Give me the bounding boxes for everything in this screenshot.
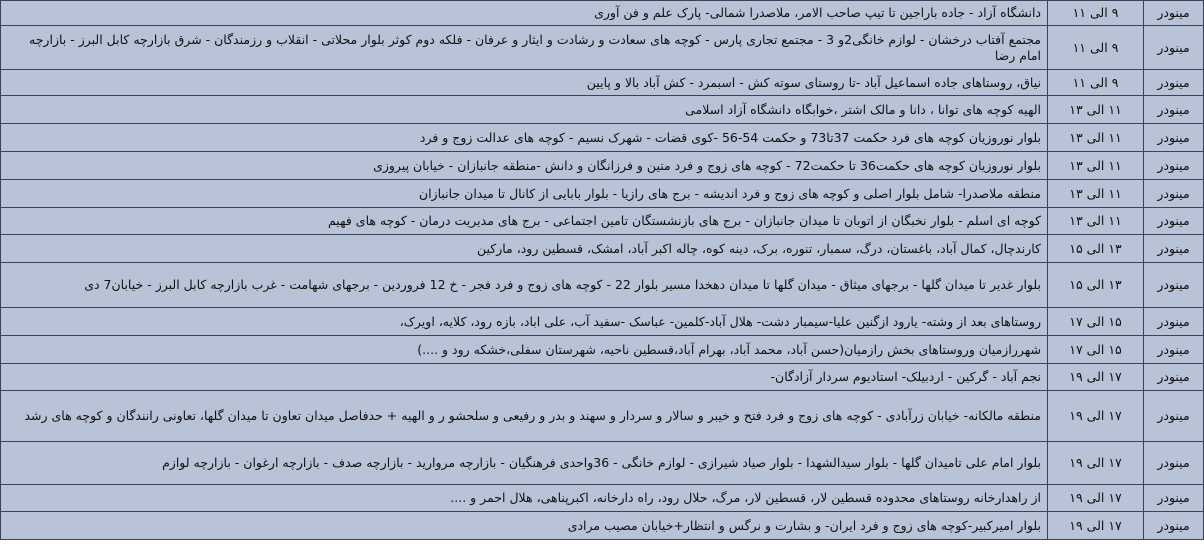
- table-row: [1, 263, 1204, 308]
- table-row: [1, 442, 1204, 485]
- time-cell: ۱۷ الی ۱۹: [1048, 364, 1144, 391]
- time-cell: ۹ الی ۱۱: [1048, 70, 1144, 96]
- area-cell: منطقه ملاصدرا- شامل بلوار اصلی و کوچه های زوج و فرد اندیشه - برج های رازیا - بلوار بابایی از کانال تا میدان جانبازان: [1, 180, 1048, 208]
- time-cell: ۱۷ الی ۱۹: [1048, 391, 1144, 442]
- table-row: [1, 1, 1204, 26]
- table-row: [1, 391, 1204, 442]
- time-cell: ۱۱ الی ۱۳: [1048, 152, 1144, 180]
- table-row: [1, 152, 1204, 180]
- area-cell: بلوار نوروزیان کوچه های حکمت36 تا حکمت72 - کوچه های زوج و فرد متین و فرزانگان و دانش -منطقه جانبازان - خیابان پیروزی: [1, 152, 1048, 180]
- area-cell: نیاق، روستاهای جاده اسماعیل آباد -تا روستای سوته کش - اسبمرد - کش آباد بالا و پایین: [1, 70, 1048, 96]
- region-cell: مینودر: [1144, 96, 1204, 124]
- area-cell: بلوار غدیر تا میدان گلها - برجهای میثاق - میدان گلها تا میدان دهخدا مسیر بلوار 22 - کوچه های زوج و فرد فجر - خ 12 فروردین - برجهای شهامت - غرب بازارچه کابل البرز - خیابان7 دی: [1, 263, 1048, 308]
- region-cell: مینودر: [1144, 336, 1204, 364]
- area-cell: بلوار امیرکبیر-کوچه های زوج و فرد ایران- و بشارت و نرگس و انتظار+خیابان مصیب مرادی: [1, 512, 1048, 540]
- area-cell: الهیه کوچه های توانا ، دانا و مالک اشتر ،خوابگاه دانشگاه آزاد اسلامی: [1, 96, 1048, 124]
- time-cell: ۱۷ الی ۱۹: [1048, 442, 1144, 485]
- time-cell: ۹ الی ۱۱: [1048, 26, 1144, 70]
- table-row: [1, 124, 1204, 152]
- region-cell: مینودر: [1144, 308, 1204, 336]
- table-row: [1, 308, 1204, 336]
- area-cell: از راهدارخانه روستاهای محدوده قسطین لار، قسطین لار، مرگ، حلال رود، راه دارخانه، اکبرپناهی، هلال احمر و ....: [1, 485, 1048, 512]
- region-cell: مینودر: [1144, 152, 1204, 180]
- time-cell: ۱۳ الی ۱۵: [1048, 235, 1144, 263]
- region-cell: مینودر: [1144, 70, 1204, 96]
- region-cell: مینودر: [1144, 364, 1204, 391]
- table-row: [1, 336, 1204, 364]
- area-cell: کارندچال، کمال آباد، باغستان، درگ، سمبار، تنوره، برک، دینه کوه، چاله اکبر آباد، امشک، قسطین رود، مارکین: [1, 235, 1048, 263]
- area-cell: نجم آباد - گرکین - اردبیلک- استادیوم سردار آزادگان-: [1, 364, 1048, 391]
- time-cell: ۱۱ الی ۱۳: [1048, 180, 1144, 208]
- region-cell: مینودر: [1144, 180, 1204, 208]
- region-cell: مینودر: [1144, 235, 1204, 263]
- time-cell: ۱۱ الی ۱۳: [1048, 124, 1144, 152]
- table-row: [1, 180, 1204, 208]
- time-cell: ۱۱ الی ۱۳: [1048, 208, 1144, 235]
- time-cell: ۱۵ الی ۱۷: [1048, 336, 1144, 364]
- area-cell: منطقه مالکانه- خیابان زرآبادی - کوچه های زوج و فرد فتح و خیبر و سالار و سردار و سهند و بدر و رفیعی و سلحشو ر و الهیه + حدفاصل میدان تعاون تا میدان گلها، تعاونی رانندگان و کوچه های رشد: [1, 391, 1048, 442]
- table-row: [1, 26, 1204, 70]
- table-row: [1, 235, 1204, 263]
- table-row: [1, 512, 1204, 540]
- area-cell: روستاهای بعد از وشته- یارود ازگنین علیا-سیمبار دشت- هلال آباد-کلمین- عباسک -سفید آب، علی اباد، بازه رود، کلایه، اویرک،: [1, 308, 1048, 336]
- region-cell: مینودر: [1144, 442, 1204, 485]
- time-cell: ۹ الی ۱۱: [1048, 1, 1144, 26]
- time-cell: ۱۵ الی ۱۷: [1048, 308, 1144, 336]
- area-cell: مجتمع آفتاب درخشان - لوازم خانگی2و 3 - مجتمع تجاری پارس - کوچه های سعادت و رشادت و ایثار و عرفان - فلکه دوم کوثر بلوار محلاتی - انقلاب و رزمندگان - شرق بازارچه کابل البرز - بازارچه امام رضا: [1, 26, 1048, 70]
- region-cell: مینودر: [1144, 26, 1204, 70]
- table-row: [1, 96, 1204, 124]
- region-cell: مینودر: [1144, 263, 1204, 308]
- region-cell: مینودر: [1144, 391, 1204, 442]
- region-cell: مینودر: [1144, 208, 1204, 235]
- region-cell: مینودر: [1144, 1, 1204, 26]
- area-cell: شهررازمیان وروستاهای بخش رازمیان(حسن آباد، محمد آباد، بهرام آباد،قسطین ناحیه، شهرستان سفلی،خشکه رود و ....): [1, 336, 1048, 364]
- area-cell: دانشگاه آزاد - جاده باراجین تا تیپ صاحب الامر، ملاصدرا شمالی- پارک علم و فن آوری: [1, 1, 1048, 26]
- area-cell: بلوار نوروزیان کوچه های فرد حکمت 37تا73 و حکمت 54-56 -کوی قضات - شهرک نسیم - کوچه های عدالت زوج و فرد: [1, 124, 1048, 152]
- table-row: [1, 70, 1204, 96]
- time-cell: ۱۳ الی ۱۵: [1048, 263, 1144, 308]
- region-cell: مینودر: [1144, 485, 1204, 512]
- table-row: [1, 485, 1204, 512]
- time-cell: ۱۷ الی ۱۹: [1048, 512, 1144, 540]
- area-cell: کوچه ای اسلم - بلوار نخبگان از اتوبان تا میدان جانبازان - برج های بازنشستگان تامین اجتماعی - برج های مدیریت درمان - کوچه های فهیم: [1, 208, 1048, 235]
- area-cell: بلوار امام علی تامیدان گلها - بلوار سیدالشهدا - بلوار صیاد شیرازی - لوازم خانگی - 36واحدی فرهنگیان - بازارچه مروارید - بازارچه صدف - بازارچه ارغوان - بازارچه لوازم: [1, 442, 1048, 485]
- region-cell: مینودر: [1144, 512, 1204, 540]
- region-cell: مینودر: [1144, 124, 1204, 152]
- time-cell: ۱۱ الی ۱۳: [1048, 96, 1144, 124]
- table-row: [1, 208, 1204, 235]
- time-cell: ۱۷ الی ۱۹: [1048, 485, 1144, 512]
- table-row: [1, 364, 1204, 391]
